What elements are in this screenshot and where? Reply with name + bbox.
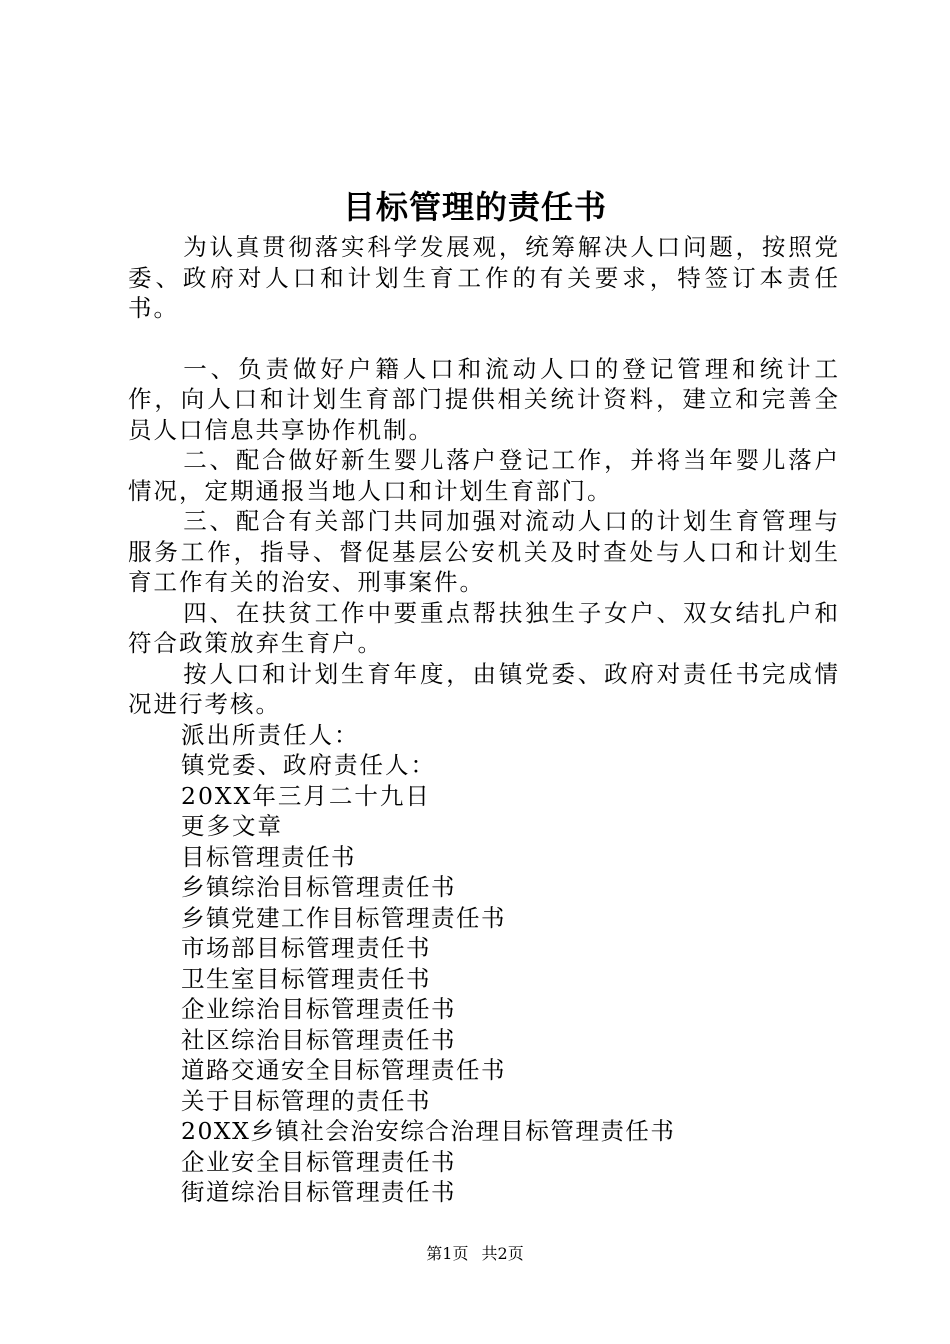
- document-body: [128, 232, 840, 1208]
- item-paragraph-1: 一、负责做好户籍人口和流动人口的登记管理和统计工作，向人口和计划生育部门提供相关统计资料，建立和完善全员人口信息共享协作机制。: [128, 354, 840, 444]
- document-title: 目标管理的责任书: [342, 188, 607, 226]
- more-article-link[interactable]: 20XX乡镇社会治安综合治理目标管理责任书: [181, 1117, 676, 1145]
- item-paragraph-2: 二、配合做好新生婴儿落户登记工作，并将当年婴儿落户情况，定期通报当地人口和计划生育部门。: [128, 446, 840, 505]
- signature-police: 派出所责任人：: [181, 720, 360, 749]
- item-paragraph-3: 三、配合有关部门共同加强对流动人口的计划生育管理与服务工作，指导、督促基层公安机关及时查处与人口和计划生育工作有关的治安、刑事案件。: [128, 507, 840, 596]
- more-article-link[interactable]: 目标管理责任书: [181, 842, 356, 871]
- page-number-current: 第1页: [426, 1244, 469, 1263]
- page-footer: [0, 1243, 950, 1265]
- more-article-link[interactable]: 乡镇党建工作目标管理责任书: [181, 903, 506, 932]
- more-articles-list: [128, 842, 840, 1208]
- page-number-total: 共2页: [481, 1244, 524, 1263]
- more-article-link[interactable]: 市场部目标管理责任书: [181, 934, 431, 962]
- more-article-link[interactable]: 道路交通安全目标管理责任书: [181, 1056, 506, 1084]
- signature-government: 镇党委、政府责任人：: [181, 751, 436, 779]
- item-paragraph-4: 四、在扶贫工作中要重点帮扶独生子女户、双女结扎户和符合政策放弃生育户。: [128, 598, 840, 657]
- more-article-link[interactable]: 乡镇综治目标管理责任书: [181, 873, 456, 901]
- assessment-paragraph: 按人口和计划生育年度，由镇党委、政府对责任书完成情况进行考核。: [128, 659, 840, 718]
- more-article-link[interactable]: 街道综治目标管理责任书: [181, 1178, 456, 1206]
- signature-date: 20XX年三月二十九日: [181, 781, 431, 810]
- more-article-link[interactable]: 企业综治目标管理责任书: [181, 995, 456, 1023]
- more-article-link[interactable]: 关于目标管理的责任书: [181, 1086, 431, 1115]
- more-article-link[interactable]: 社区综治目标管理责任书: [181, 1025, 456, 1054]
- more-articles-heading: 更多文章: [181, 812, 283, 840]
- more-article-link[interactable]: 企业安全目标管理责任书: [181, 1147, 456, 1176]
- intro-paragraph: 为认真贯彻落实科学发展观，统筹解决人口问题，按照党委、政府对人口和计划生育工作的有关要求，特签订本责任书。: [128, 233, 840, 322]
- more-article-link[interactable]: 卫生室目标管理责任书: [181, 964, 431, 993]
